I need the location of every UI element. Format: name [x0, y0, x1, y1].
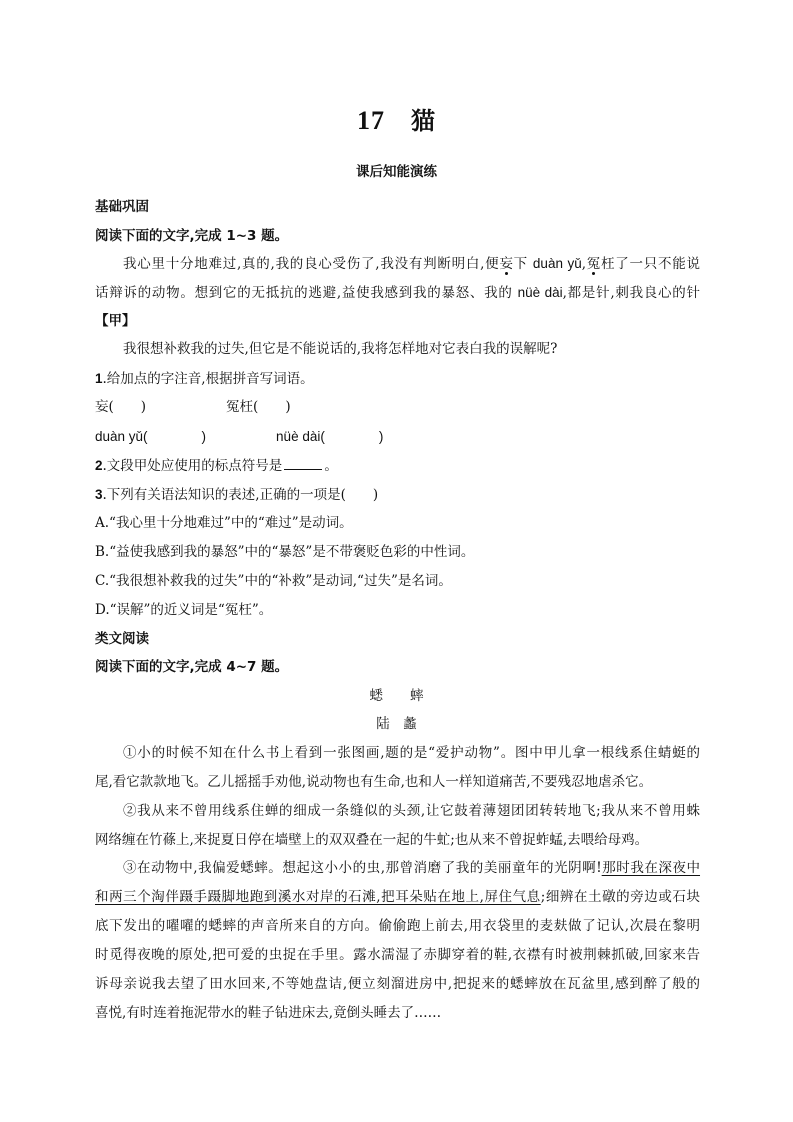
question-3: 3.下列有关语法知识的表述,正确的一项是( ): [95, 487, 379, 503]
passage-line-3: 我很想补救我的过失,但它是不能说话的,我将怎样地对它表白我的误解呢?: [123, 341, 558, 357]
dotted-char-yuan: 冤: [586, 256, 602, 272]
paragraph-1-line-1: ①小的时候不知在什么书上看到一张图画,题的是“爱护动物”。图中甲儿拿一根线系住蜻蜓的: [123, 745, 700, 761]
section-heading-reading: 类文阅读: [95, 631, 149, 647]
lesson-number: 17: [357, 106, 385, 135]
passage-marker: 【甲】: [95, 313, 136, 329]
paragraph-3-line-3: 底下发出的嚁嚁的蟋蟀的声音所来自的方向。偷偷跑上前去,用衣袋里的麦麸做了记认,次晨在黎明: [95, 918, 700, 934]
option-d: D.“误解”的近义词是“冤枉”。: [95, 602, 273, 618]
page-title: [0, 104, 793, 138]
passage-line-2: 话辩诉的动物。想到它的无抵抗的逃避,益使我感到我的暴怒、我的 nüè dài,都是针,刺我良心的针: [95, 285, 700, 301]
paragraph-3-line-1: ③在动物中,我偏爱蟋蟀。想起这小小的虫,那曾消磨了我的美丽童年的光阴啊!那时我在深夜中: [123, 860, 701, 876]
paragraph-3-line-5: 诉母亲说我去望了田水回来,不等她盘诘,便立刻溜进房中,把捉来的蟋蟀放在瓦盆里,感到醉了般的: [95, 976, 700, 992]
article-author: 陆 蠡: [376, 716, 417, 732]
q1-item-duanyu: duàn yǔ( ): [95, 429, 207, 444]
section-instruction-2: 阅读下面的文字,完成 4~7 题。: [95, 659, 289, 675]
q1-item-wang: 妄( ): [95, 399, 147, 415]
paragraph-3-line-2: 和两三个淘伴蹑手蹑脚地跑到溪水对岸的石滩,把耳朵贴在地上,屏住气息;细辨在土礅的旁边或石块: [95, 889, 700, 905]
question-1: 1.给加点的字注音,根据拼音写词语。: [95, 371, 314, 387]
section-heading-basic: 基础巩固: [95, 199, 149, 215]
paragraph-2-line-1: ②我从来不曾用线系住蝉的细成一条缝似的头颈,让它鼓着薄翅团团转转地飞;我从来不曾用蛛: [123, 803, 700, 819]
question-1-items-row-2: [95, 427, 700, 447]
question-1-items-row-1: [95, 397, 700, 417]
paragraph-1-line-2: 尾,看它款款地飞。乙儿摇摇手劝他,说动物也有生命,也和人一样知道痛苦,不要残忍地虐杀它。: [95, 774, 653, 790]
option-c: C.“我很想补救我的过失”中的“补救”是动词,“过失”是名词。: [95, 573, 452, 589]
paragraph-3-line-6: 喜悦,有时连着拖泥带水的鞋子钻进床去,竟倒头睡去了……: [95, 1005, 442, 1021]
passage-line-1: 我心里十分地难过,真的,我的良心受伤了,我没有判断明白,便妄下 duàn yǔ,冤枉了一只不能说: [123, 256, 701, 272]
q1-item-nuedai: nüè dài( ): [276, 429, 384, 444]
article-title: 蟋 蟀: [369, 688, 424, 704]
q1-item-yuanwang: 冤枉( ): [226, 399, 291, 415]
option-b: B.“益使我感到我的暴怒”中的“暴怒”是不带褒贬色彩的中性词。: [95, 544, 475, 560]
pinyin-nuedai: nüè dài: [517, 285, 563, 300]
section-instruction-1: 阅读下面的文字,完成 1~3 题。: [95, 228, 289, 244]
lesson-title: 猫: [411, 107, 436, 135]
underlined-sentence-end: 和两三个淘伴蹑手蹑脚地跑到溪水对岸的石滩,把耳朵贴在地上,屏住气息: [95, 889, 541, 905]
page-subtitle: 课后知能演练: [356, 164, 437, 180]
underlined-sentence-start: 那时我在深夜中: [601, 860, 701, 876]
question-2: 2.文段甲处应使用的标点符号是 。: [95, 458, 338, 474]
answer-blank[interactable]: [284, 456, 322, 470]
dotted-char-wang: 妄: [499, 256, 514, 272]
paragraph-2-line-2: 网络缠在竹蓧上,来捉夏日停在墙壁上的双双叠在一起的牛虻;也从来不曾捉蚱蜢,去喂给母鸡。: [95, 832, 649, 848]
paragraph-3-line-4: 时觅得夜晚的原处,把可爱的虫捉在手里。露水濡湿了赤脚穿着的鞋,衣襟有时被荆棘抓破,回家来告: [95, 947, 700, 963]
option-a: A.“我心里十分地难过”中的“难过”是动词。: [95, 515, 353, 531]
pinyin-duanyu: duàn yǔ: [532, 256, 582, 271]
